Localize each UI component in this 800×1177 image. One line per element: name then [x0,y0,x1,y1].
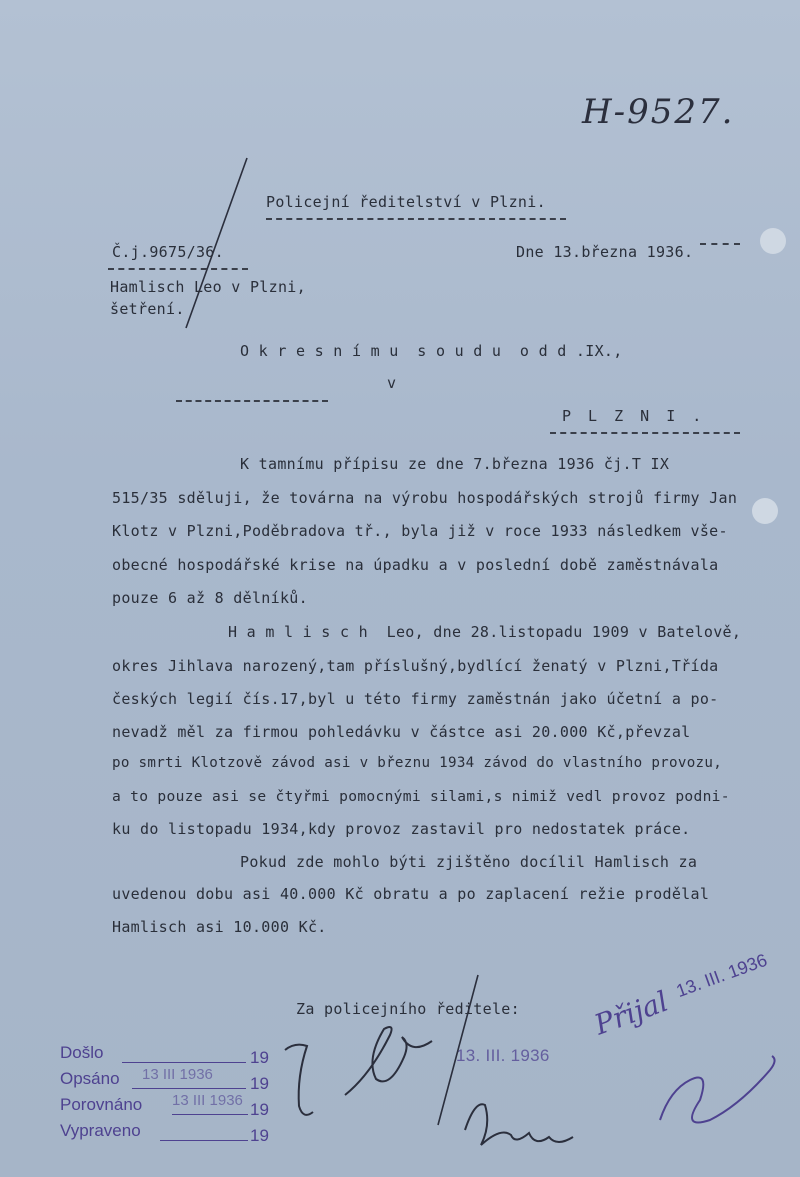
stamp-line [132,1088,246,1089]
stamp-line [122,1062,246,1063]
subject-line-2: šetření. [110,300,185,318]
body-p3-line2: uvedenou dobu asi 40.000 Kč obratu a po zaplacení režie prodělal [112,885,710,903]
recipient-preposition: v [387,374,397,392]
body-p2-line3: českých legií čís.17,byl u této firmy zaměstnán jako účetní a po- [112,690,719,708]
body-p2-line6: a to pouze asi se čtyřmi pomocnými silami,s nimiž vedl provoz podni- [112,788,730,805]
stamp-line [160,1140,248,1141]
stamp-opsano-date: 13 III 1936 [142,1066,213,1083]
signature-date-stamp: 13. III. 1936 [456,1046,550,1065]
body-p2-line1: H a m l i s c h Leo, dne 28.listopadu 1909 v Batelově, [228,623,742,641]
body-p3-line3: Hamlisch asi 10.000 Kč. [112,918,327,936]
signature-for: Za policejního ředitele: [296,1000,520,1018]
recipient-city: P L Z N I . [562,407,706,425]
stamp-line [172,1114,248,1115]
body-p1-line1: K tamnímu přípisu ze dne 7.března 1936 čj.T IX [240,455,670,473]
body-p2-line5: po smrti Klotzově závod asi v březnu 1934 závod do vlastního provozu, [112,755,723,771]
body-p2-line4: nevadž měl za firmou pohledávku v částce asi 20.000 Kč,převzal [112,723,691,741]
body-p1-line5: pouze 6 až 8 dělníků. [112,589,308,607]
stamp-doslo-label: Došlo [60,1043,104,1062]
subject-line-1: Hamlisch Leo v Plzni, [110,278,306,296]
body-p1-line4: obecné hospodářské krise na úpadku a v poslední době zaměstnávala [112,556,719,574]
stamp-porovnano-date: 13 III 1936 [172,1092,243,1109]
stamp-opsano-label: Opsáno [60,1069,120,1088]
reference-number: Č.j.9675/36. [112,243,224,261]
body-p3-line1: Pokud zde mohlo býti zjištěno docílil Hamlisch za [240,853,698,871]
body-p1-line3: Klotz v Plzni,Poděbradova tř., byla již v roce 1933 následkem vše- [112,522,728,540]
stamp-vypraveno-label: Vypraveno [60,1121,141,1140]
stamp-porovnano-label: Porovnáno [60,1095,143,1114]
received-label: Přijal [590,984,673,1042]
body-p2-line7: ku do listopadu 1934,kdy provoz zastavil pro nedostatek práce. [112,820,691,838]
body-p2-line2: okres Jihlava narozený,tam příslušný,bydlící ženatý v Plzni,Třída [112,657,719,675]
body-p1-line2: 515/35 sděluji, že továrna na výrobu hospodářských strojů firmy Jan [112,489,738,507]
stamp-year: 19 [250,1126,269,1145]
office-header: Policejní ředitelství v Plzni. [266,193,546,211]
archive-number: H-9527. [582,92,735,132]
stamp-year: 19 [250,1074,269,1093]
received-date: 13. III. 1936 [673,949,770,1002]
document-date: Dne 13.března 1936. [516,243,694,261]
stamp-year: 19 [250,1100,269,1119]
stamp-year: 19 [250,1048,269,1067]
recipient-court: O k r e s n í m u s o u d u o d d .IX., [240,342,623,360]
